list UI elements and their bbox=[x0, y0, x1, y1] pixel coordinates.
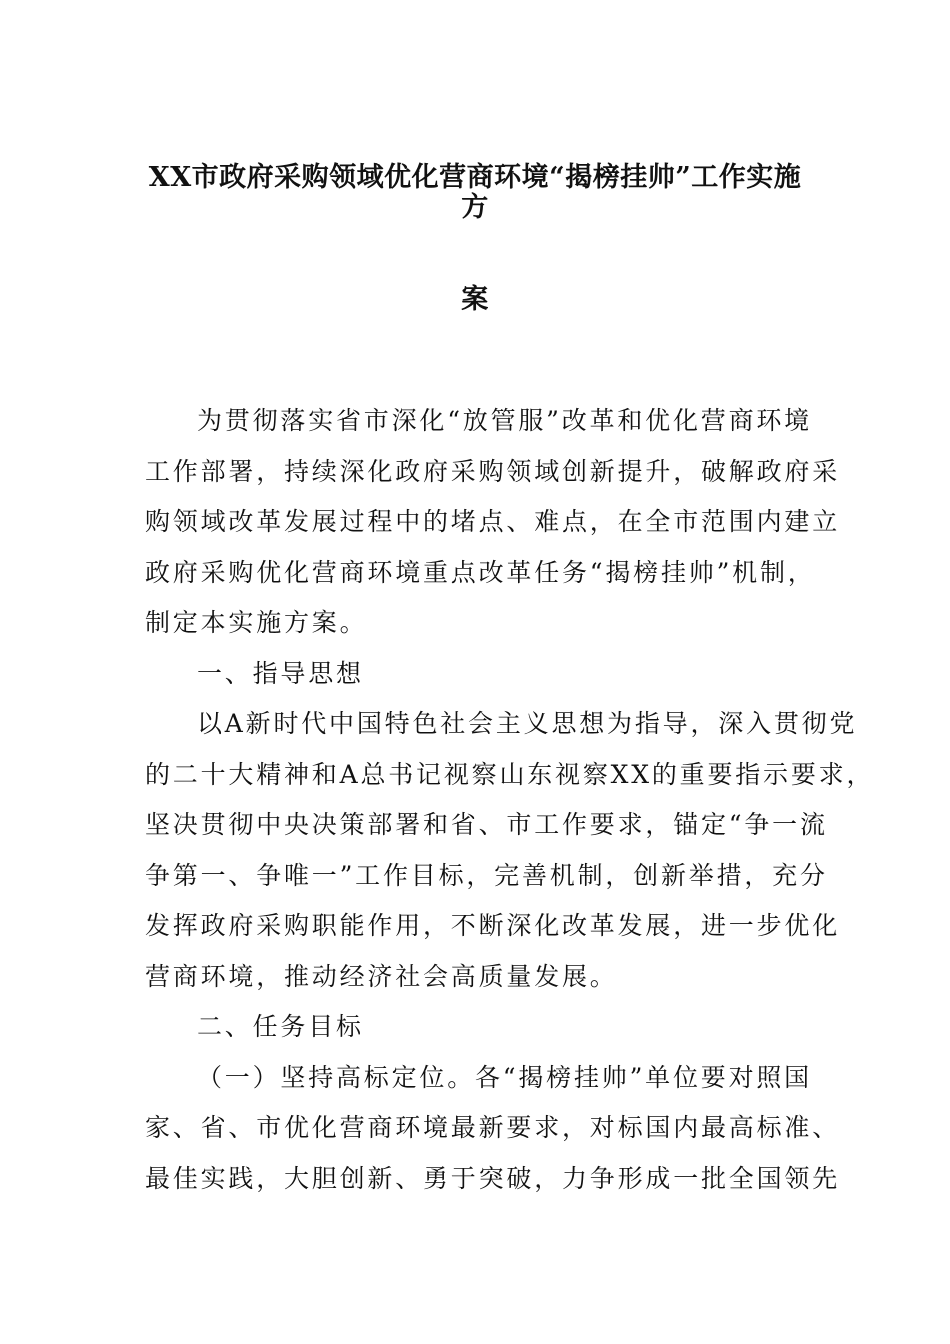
paragraph-line: 制定本实施方案。 bbox=[145, 608, 368, 637]
paragraph-line: 坚决贯彻中央决策部署和省、市工作要求，锚定“争一流 bbox=[145, 810, 828, 839]
paragraph-line: 家、省、市优化营商环境最新要求，对标国内最高标准、 bbox=[145, 1113, 841, 1142]
paragraph-line: 政府采购优化营商环境重点改革任务“揭榜挂帅”机制， bbox=[145, 557, 816, 587]
section-heading: 一、指导思想 bbox=[197, 658, 364, 688]
section-heading: 二、任务目标 bbox=[197, 1012, 364, 1041]
paragraph-line: 购领域改革发展过程中的堵点、难点，在全市范围内建立 bbox=[145, 507, 841, 536]
document-title-line-1: XX市政府采购领域优化营商环境“揭榜挂帅”工作实施方 bbox=[148, 162, 802, 223]
paragraph-line: 工作部署，持续深化政府采购领域创新提升，破解政府采 bbox=[145, 456, 841, 486]
document-title-line-2: 案 bbox=[461, 284, 489, 315]
paragraph-line: 最佳实践，大胆创新、勇于突破，力争形成一批全国领先 bbox=[145, 1163, 841, 1193]
paragraph-line: 为贯彻落实省市深化“放管服”改革和优化营商环境 bbox=[197, 406, 812, 435]
paragraph-line: 发挥政府采购职能作用，不断深化改革发展，进一步优化 bbox=[145, 911, 841, 940]
paragraph-line: 营商环境，推动经济社会高质量发展。 bbox=[145, 961, 618, 991]
paragraph-line: 争第一、争唯一”工作目标，完善机制，创新举措，充分 bbox=[145, 860, 828, 890]
paragraph-line: 以A新时代中国特色社会主义思想为指导，深入贯彻党 bbox=[197, 709, 858, 738]
paragraph-line: （一）坚持高标定位。各“揭榜挂帅”单位要对照国 bbox=[197, 1062, 812, 1092]
paragraph-line: 的二十大精神和A总书记视察山东视察XX的重要指示要求， bbox=[145, 759, 875, 789]
document-body bbox=[145, 396, 875, 1204]
